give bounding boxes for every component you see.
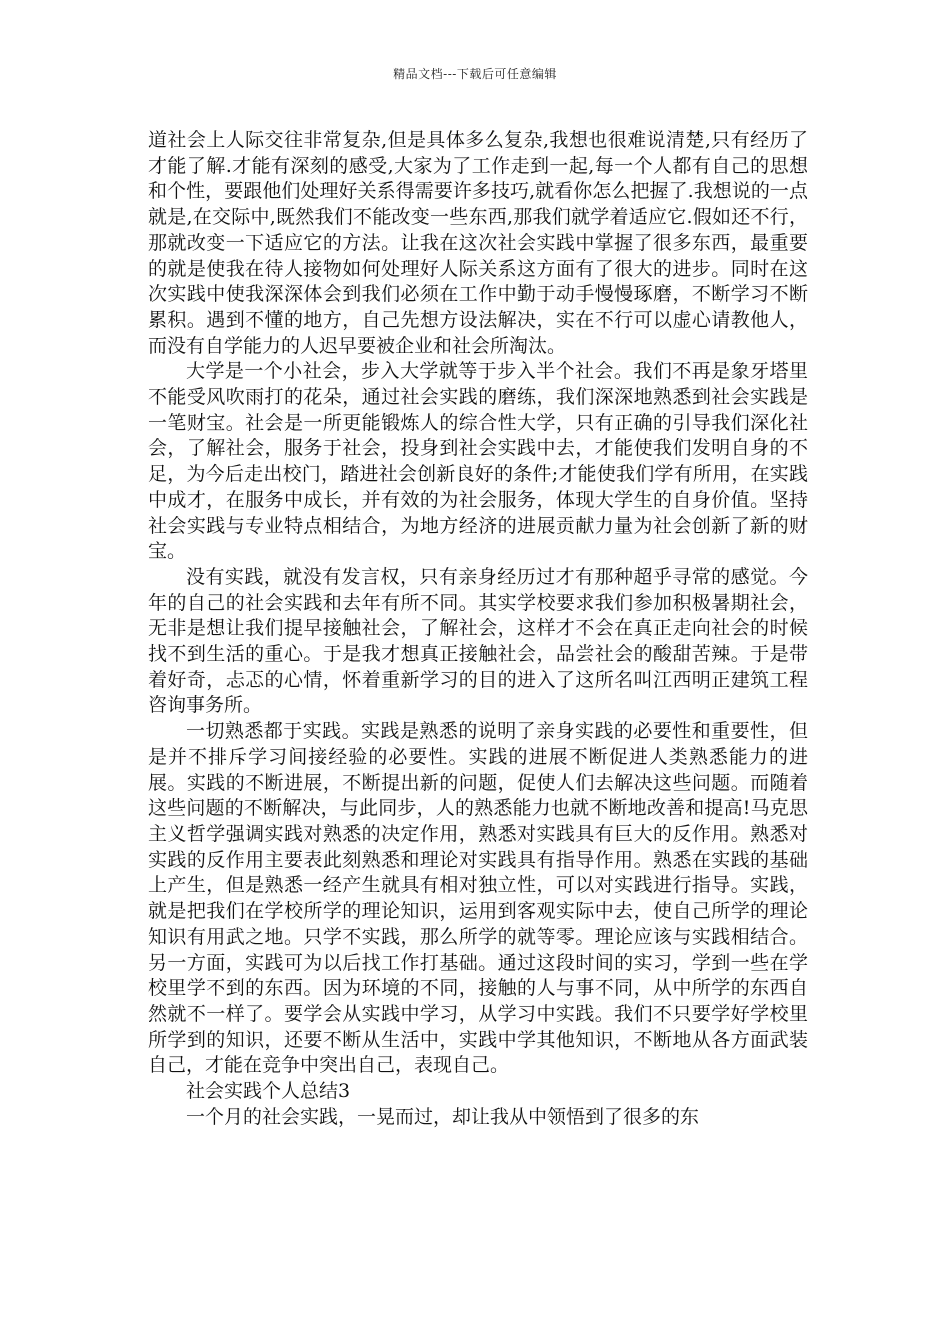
paragraph-one-month: 一个月的社会实践，一晃而过，却让我从中领悟到了很多的东 bbox=[186, 1105, 700, 1128]
document-body bbox=[148, 128, 808, 1130]
paragraph-knowledge-practice: 一切熟悉都于实践。实践是熟悉的说明了亲身实践的必要性和重要性，但是并不排斥学习间接经验的必要性。实践的进展不断促进人类熟悉能力的进展。实践的不断进展，不断提出新的问题，促使人们去解决这些问题。而随着这些问题的不断解决，与此同步，人的熟悉能力也就不断地改善和提高!马克思主义哲学强调实践对熟悉的决定作用，熟悉对实践具有巨大的反作用。熟悉对实践的反作用主要表此刻熟悉和理论对实践具有指导作用。熟悉在实践的基础上产生，但是熟悉一经产生就具有相对独立性，可以对实践进行指导。实践，就是把我们在学校所学的理论知识，运用到客观实际中去，使自己所学的理论知识有用武之地。只学不实践，那么所学的就等零。理论应该与实践相结合。另一方面，实践可为以后找工作打基础。通过这段时间的实习，学到一些在学校里学不到的东西。因为环境的不同，接触的人与事不同，从中所学的东西自然就不一样了。要学会从实践中学习，从学习中实践。我们不只要学好学校里所学到的知识，还要不断从生活中，实践中学其他知识，不断地从各方面武装自己，才能在竞争中突出自己，表现自己。 bbox=[148, 720, 808, 1077]
paragraph-no-practice: 没有实践，就没有发言权，只有亲身经历过才有那种超乎寻常的感觉。今年的自己的社会实践和去年有所不同。其实学校要求我们参加积极暑期社会，无非是想让我们提早接触社会，了解社会，这样才不会在真正走向社会的时候找不到生活的重心。于是我才想真正接触社会，品尝社会的酸甜苦辣。于是带着好奇，忐忑的心情，怀着重新学习的目的进入了这所名叫江西明正建筑工程咨询事务所。 bbox=[148, 565, 808, 717]
page-header: 精品文档---下载后可任意编辑 bbox=[393, 67, 557, 81]
paragraph-university-society: 大学是一个小社会，步入大学就等于步入半个社会。我们不再是象牙塔里不能受风吹雨打的花朵，通过社会实践的磨练，我们深深地熟悉到社会实践是一笔财宝。社会是一所更能锻炼人的综合性大学，只有正确的引导我们深化社会，了解社会，服务于社会，投身到社会实践中去，才能使我们发明自身的不足，为今后走出校门，踏进社会创新良好的条件;才能使我们学有所用，在实践中成才，在服务中成长，并有效的为社会服务，体现大学生的自身价值。坚持社会实践与专业特点相结合，为地方经济的进展贡献力量为社会创新了新的财宝。 bbox=[148, 360, 808, 563]
section-heading: 社会实践个人总结3 bbox=[186, 1080, 351, 1103]
paragraph-continuation: 道社会上人际交往非常复杂,但是具体多么复杂,我想也很难说清楚,只有经历了才能了解.才能有深刻的感受,大家为了工作走到一起,每一个人都有自己的思想和个性，要跟他们处理好关系得需要许多技巧,就看你怎么把握了.我想说的一点就是,在交际中,既然我们不能改变一些东西,那我们就学着适应它.假如还不行，那就改变一下适应它的方法。让我在这次社会实践中掌握了很多东西，最重要的就是使我在待人接物如何处理好人际关系这方面有了很大的进步。同时在这次实践中使我深深体会到我们必须在工作中勤于动手慢慢琢磨，不断学习不断累积。遇到不懂的地方，自己先想方设法解决，实在不行可以虚心请教他人，而没有自学能力的人迟早要被企业和社会所淘汰。 bbox=[148, 129, 808, 357]
